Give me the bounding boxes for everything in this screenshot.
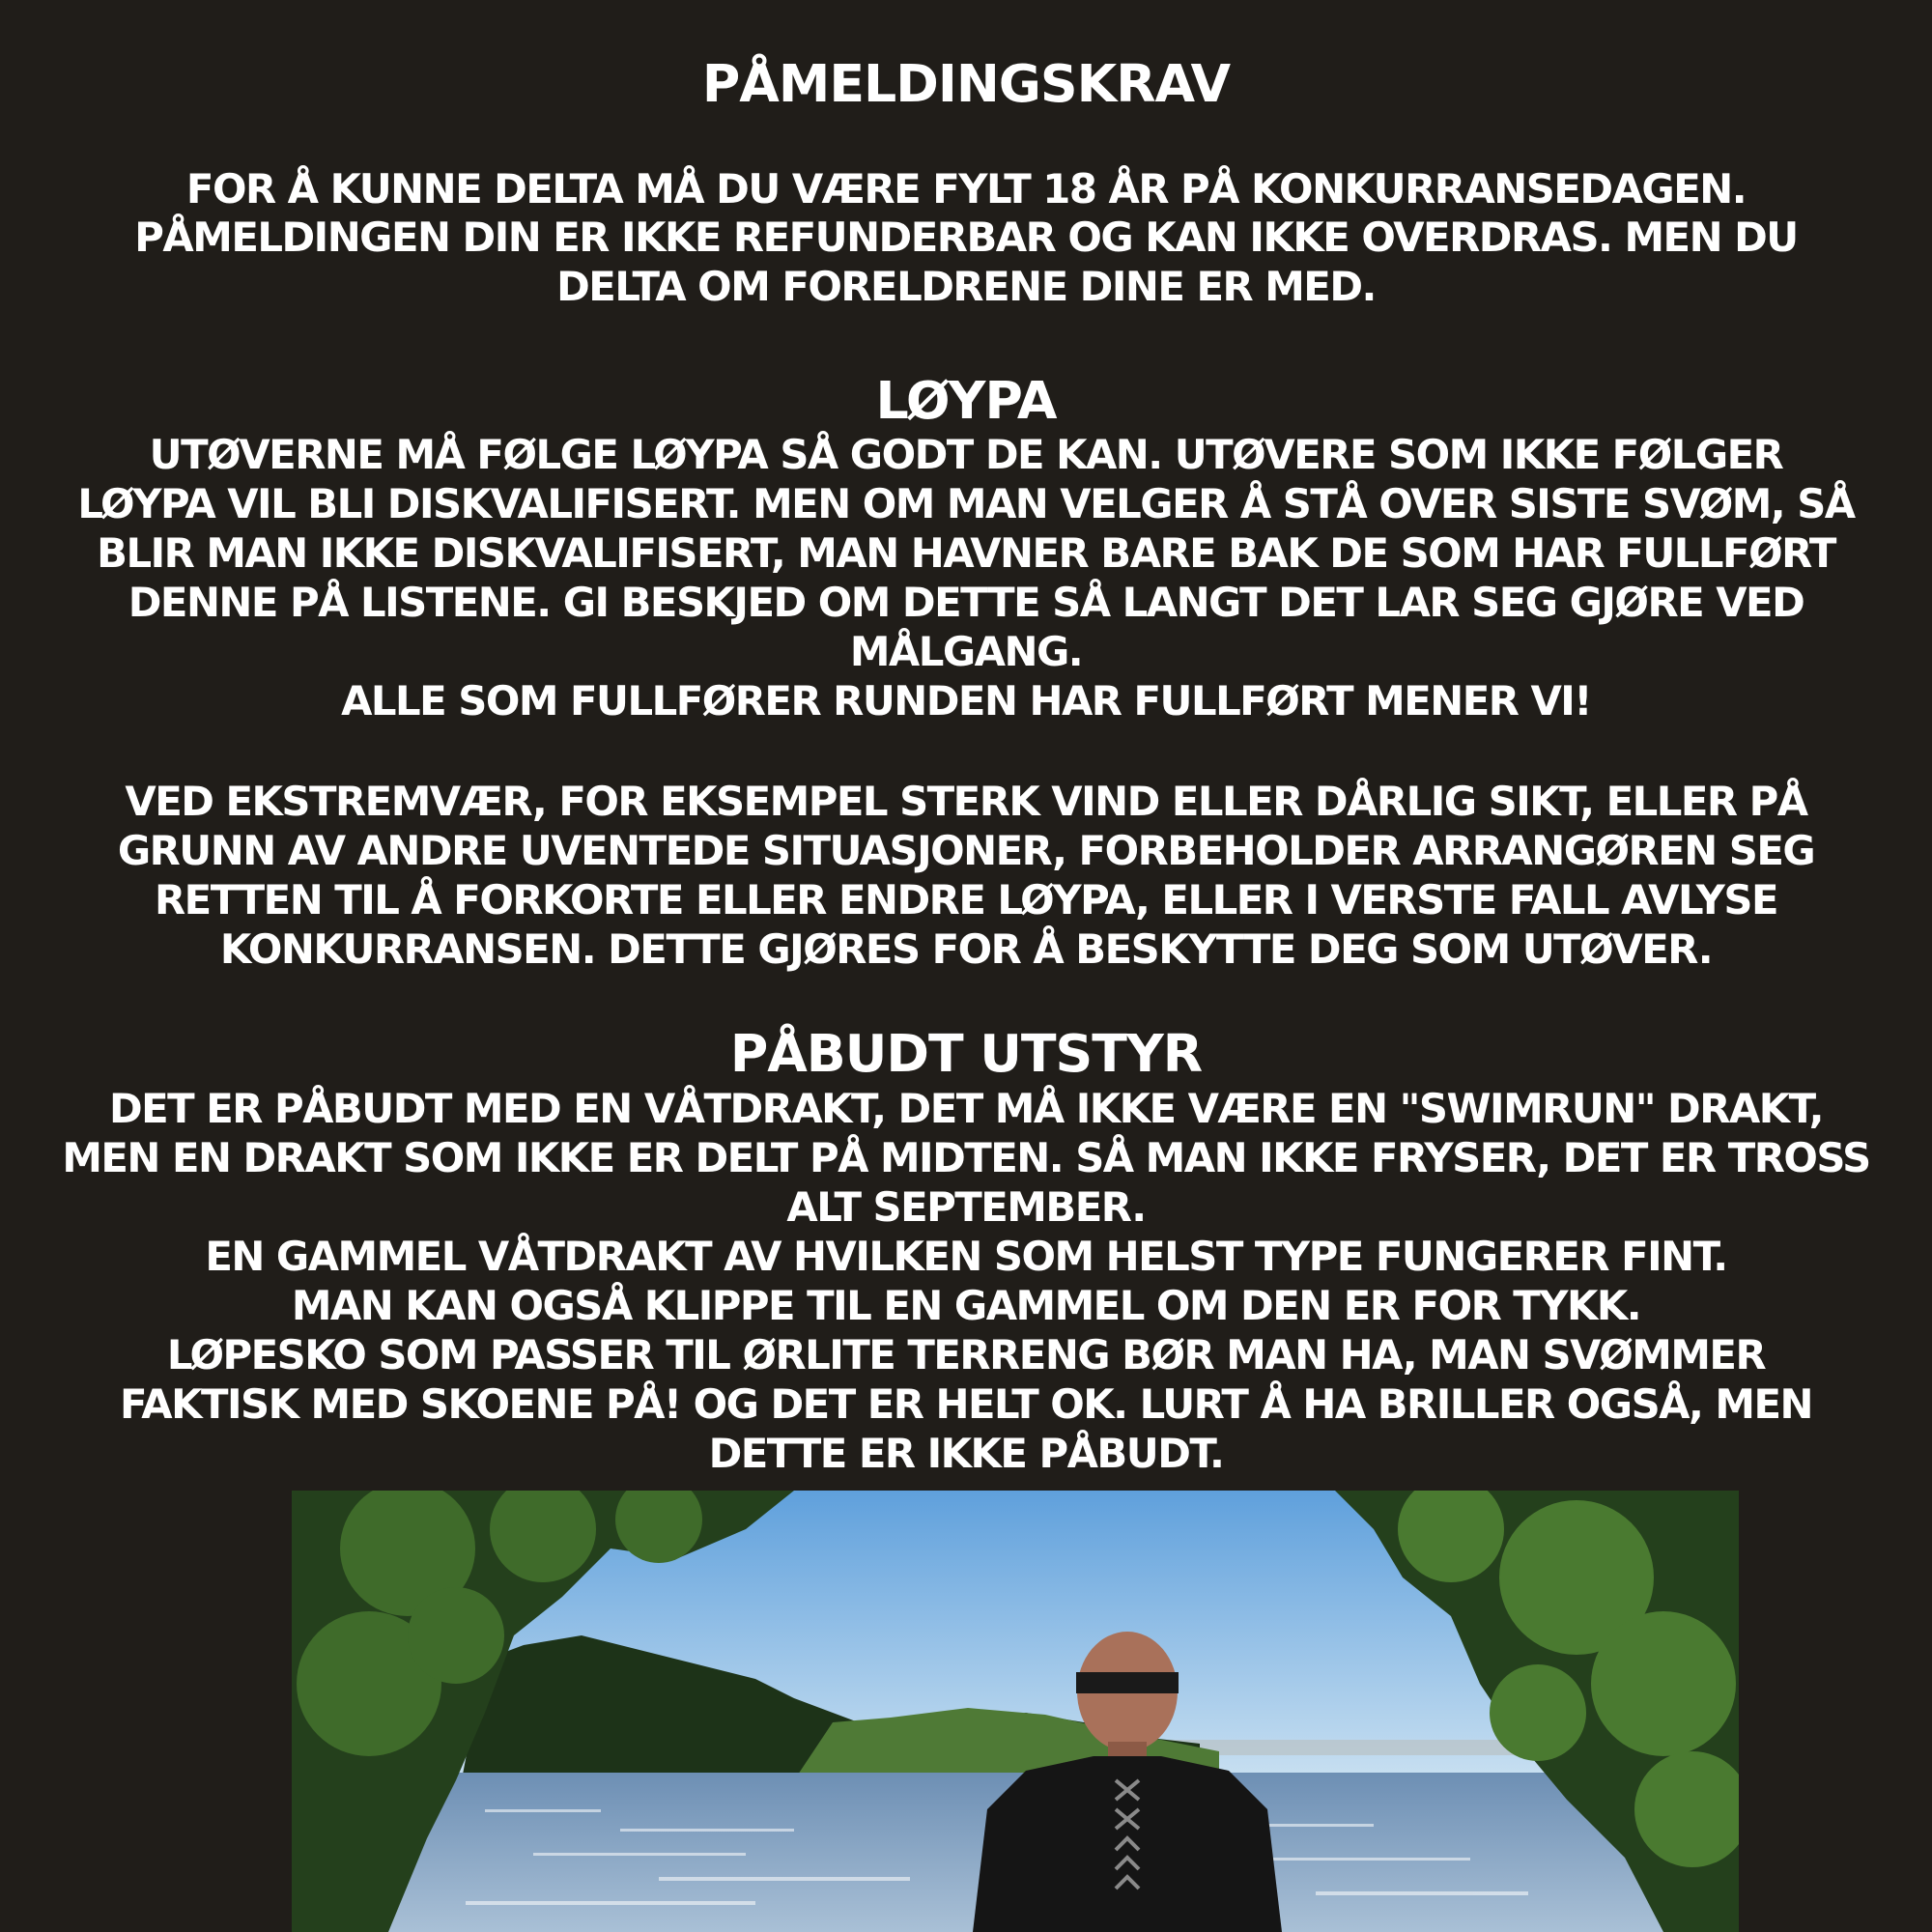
equipment-line: MAN KAN OGSÅ KLIPPE TIL EN GAMMEL OM DEN ER FOR TYKK. <box>291 1282 1641 1329</box>
heading-course: LØYPA <box>875 370 1057 431</box>
heading-registration: PÅMELDINGSKRAV <box>701 53 1231 114</box>
equipment-line: MEN EN DRAKT SOM IKKE ER DELT PÅ MIDTEN. SÅ MAN IKKE FRYSER, DET ER TROSS <box>62 1134 1870 1181</box>
equipment-line: FAKTISK MED SKOENE PÅ! OG DET ER HELT OK. LURT Å HA BRILLER OGSÅ, MEN <box>119 1380 1813 1428</box>
equipment-line: ALT SEPTEMBER. <box>786 1183 1146 1231</box>
swim-cap-band <box>1076 1672 1179 1693</box>
lake-swimmer-photo <box>292 1491 1739 1932</box>
registration-line: PÅMELDINGEN DIN ER IKKE REFUNDERBAR OG KAN IKKE OVERDRAS. MEN DU <box>134 213 1798 261</box>
wetsuit <box>973 1756 1282 1932</box>
weather-line: RETTEN TIL Å FORKORTE ELLER ENDRE LØYPA, ELLER I VERSTE FALL AVLYSE <box>154 876 1777 923</box>
course-line: MÅLGANG. <box>849 628 1083 675</box>
equipment-line: LØPESKO SOM PASSER TIL ØRLITE TERRENG BØR MAN HA, MAN SVØMMER <box>166 1331 1766 1378</box>
course-line: ALLE SOM FULLFØRER RUNDEN HAR FULLFØRT MENER VI! <box>341 677 1591 724</box>
equipment-line: DET ER PÅBUDT MED EN VÅTDRAKT, DET MÅ IKKE VÆRE EN "SWIMRUN" DRAKT, <box>108 1085 1824 1132</box>
weather-line: GRUNN AV ANDRE UVENTEDE SITUASJONER, FORBEHOLDER ARRANGØREN SEG <box>117 827 1815 874</box>
course-line: UTØVERNE MÅ FØLGE LØYPA SÅ GODT DE KAN. UTØVERE SOM IKKE FØLGER <box>149 431 1783 478</box>
equipment-line: DETTE ER IKKE PÅBUDT. <box>708 1430 1224 1477</box>
course-line: DENNE PÅ LISTENE. GI BESKJED OM DETTE SÅ LANGT DET LAR SEG GJØRE VED <box>128 579 1804 626</box>
equipment-line: EN GAMMEL VÅTDRAKT AV HVILKEN SOM HELST TYPE FUNGERER FINT. <box>205 1233 1727 1280</box>
course-line: BLIR MAN IKKE DISKVALIFISERT, MAN HAVNER BARE BAK DE SOM HAR FULLFØRT <box>97 529 1835 577</box>
heading-equipment: PÅBUDT UTSTYR <box>729 1023 1203 1084</box>
weather-line: KONKURRANSEN. DETTE GJØRES FOR Å BESKYTTE DEG SOM UTØVER. <box>219 925 1713 973</box>
registration-line: DELTA OM FORELDRENE DINE ER MED. <box>556 263 1376 310</box>
registration-line: FOR Å KUNNE DELTA MÅ DU VÆRE FYLT 18 ÅR PÅ KONKURRANSEDAGEN. <box>185 165 1747 213</box>
weather-line: VED EKSTREMVÆR, FOR EKSEMPEL STERK VIND ELLER DÅRLIG SIKT, ELLER PÅ <box>125 778 1807 825</box>
course-line: LØYPA VIL BLI DISKVALIFISERT. MEN OM MAN VELGER Å STÅ OVER SISTE SVØM, SÅ <box>77 480 1855 527</box>
